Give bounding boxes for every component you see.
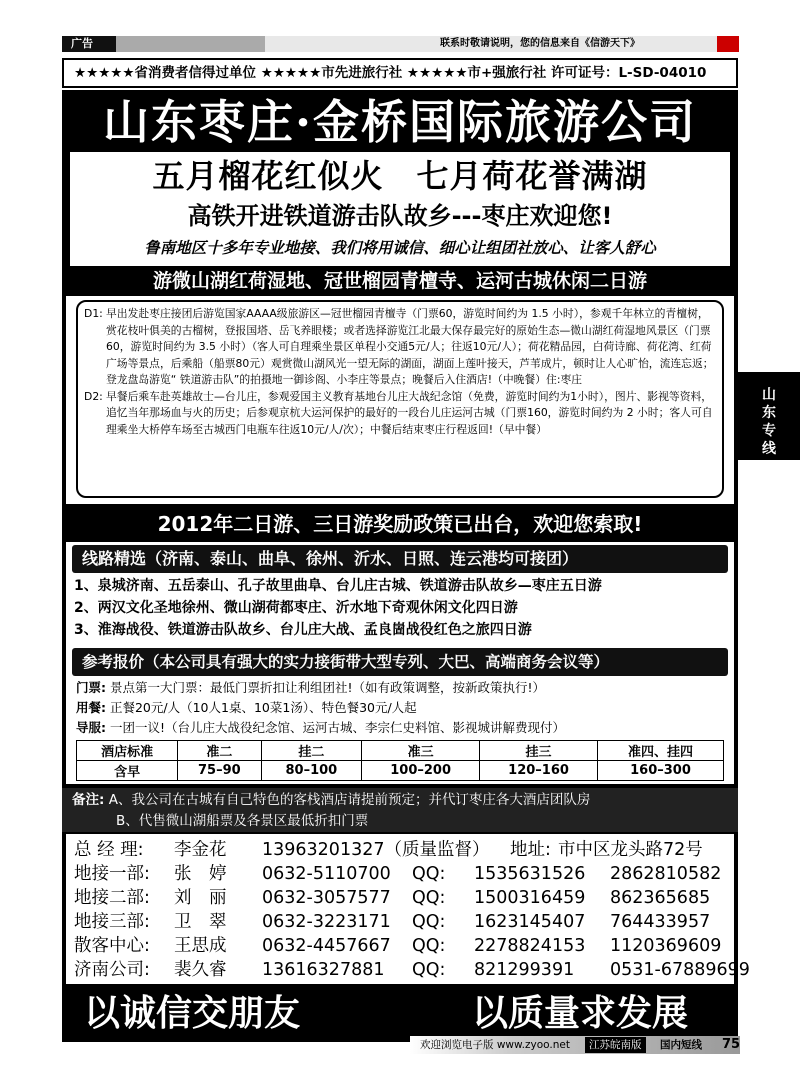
- note-label: 备注:: [72, 792, 105, 808]
- day-text: 早出发赴枣庄接团后游览国家AAAA级旅游区—冠世榴园青檀寺（门票60，游览时间约为 1.5 小时），参观千年林立的青檀树，赏花枝叶俱美的古榴树，登报国塔、岳飞养眼楼；或者选择游览江北最大保存最完好的原始生态—微山湖红荷湿地风景区（门票 60，游览时间约为 3.5 小时）（客人可自理乘坐景区单程小交通5元/人；往返10元/人）；荷花精品园，白荷诗廊、荷花湾、红荷广场等景点，后乘船（船票80元）观赏微山湖风光一望无际的湖面，湖面上莲叶接天，芦苇成片，顿时让人心旷怡，流连忘返；登龙盘岛游览“ 铁道游击队”的拍摄地一御诊阁、小李庄等景点；晚餐后入住酒店!（中晚餐）住:枣庄: [106, 307, 714, 386]
- fee-guide: [76, 718, 565, 738]
- slogan-quality: 以质量求发展: [472, 992, 689, 1034]
- contact-phone: 13616327881: [262, 960, 385, 980]
- note-b: B、代售微山湖船票及各景区最低折扣门票: [116, 813, 369, 829]
- table-header-row: [77, 741, 724, 761]
- ad-label: 广告: [71, 37, 93, 50]
- table-cell: 75–90: [178, 761, 261, 781]
- tour-title: 游微山湖红荷湿地、冠世榴园青檀寺、运河古城休闲二日游: [152, 270, 647, 292]
- address: 市中区龙头路72号: [558, 840, 703, 860]
- route-item: 3、淮海战役、铁道游击队故乡、台儿庄大战、孟良崮战役红色之旅四日游: [74, 622, 532, 638]
- contact-row: [74, 862, 730, 886]
- footer-section: 国内短线: [660, 1039, 702, 1051]
- source-notice: 联系时敬请说明，您的信息来自《信游天下》: [440, 38, 640, 49]
- contact-row: [74, 934, 730, 958]
- contact-role: 散客中心:: [74, 936, 150, 956]
- table-row: [77, 761, 724, 781]
- policy-banner: 2012年二日游、三日游奖励政策已出台，欢迎您索取!: [157, 512, 643, 536]
- fee-tickets: [76, 678, 545, 698]
- contact-name: 王思成: [174, 936, 227, 956]
- note-a-text: A、我公司在古城有自己特色的客栈酒店请提前预定；并代订枣庄各大酒店团队房: [108, 792, 591, 808]
- route-item: 2、两汉文化圣地徐州、微山湖荷都枣庄、沂水地下奇观休闲文化四日游: [74, 600, 518, 616]
- table-header-cell: 准四、挂四: [598, 741, 724, 761]
- table-header-cell: 准二: [178, 741, 261, 761]
- address-label: 地址:: [510, 840, 551, 860]
- contact-phone: 0632-4457667: [262, 936, 391, 956]
- credentials-line: ★★★★★省消费者信得过单位 ★★★★★市先进旅行社 ★★★★★市+强旅行社 许可证号：L-SD-04010: [62, 58, 738, 88]
- slogan-service: 鲁南地区十多年专业地接、我们将用诚信、细心让组团社放心、让客人舒心: [144, 239, 656, 257]
- qq-number: 764433957: [610, 912, 711, 932]
- contact-role: 地接一部:: [74, 864, 150, 884]
- fee-text: 景点第一大门票：最低门票折扣让利组团社!（如有政策调整，按新政策执行!）: [109, 680, 546, 695]
- table-header-cell: 挂三: [480, 741, 598, 761]
- qq-label: QQ:: [412, 960, 446, 980]
- table-cell: 含早: [77, 761, 178, 781]
- fee-label: 导服:: [76, 720, 106, 735]
- qq-number: 1623145407: [474, 912, 586, 932]
- table-cell: 120–160: [480, 761, 598, 781]
- contact-name: 刘 丽: [174, 888, 227, 908]
- contact-role: 济南公司:: [74, 960, 150, 980]
- itinerary-day-1: [84, 306, 714, 389]
- fee-text: 一团一议!（台儿庄大战役纪念馆、运河古城、李宗仁史料馆、影视城讲解费现付）: [109, 720, 565, 735]
- slogan-flowers: 五月榴花红似火 七月荷花誉满湖: [152, 157, 648, 195]
- day-text: 早餐后乘车赴英雄故士—台儿庄，参观爱国主义教育基地台儿庄大战纪念馆（免费，游览时间约为1小时），图片、影视等资料，追忆当年那场血与火的历史；后参观京杭大运河保护的最好的一段台儿庄运河古城（门票160，游览时间约为 2 小时；客人可自理乘坐大桥停车场至古城西门电瓶车往返10元/人/次）；中餐后结束枣庄行程返回!（早中餐）: [106, 389, 713, 436]
- contact-phone: 0632-5110700: [262, 864, 391, 884]
- hotel-price-table: [76, 740, 724, 781]
- table-cell: 80–100: [261, 761, 362, 781]
- contact-manager: [74, 838, 730, 862]
- contact-row: [74, 886, 730, 910]
- table-cell: 160–300: [598, 761, 724, 781]
- contact-name: 裴久睿: [174, 960, 227, 980]
- contact-row: [74, 910, 730, 934]
- contact-phone: 13963201327（质量监督）: [262, 840, 490, 860]
- bottom-slogan: [62, 984, 738, 1042]
- qq-label: QQ:: [412, 912, 446, 932]
- day-label: D1:: [84, 307, 103, 320]
- qq-number: 0531-67889699: [610, 960, 750, 980]
- slogan-honesty: 以诚信交朋友: [84, 992, 301, 1034]
- contact-name: 张 婷: [174, 864, 227, 884]
- side-tab-char: 山: [762, 387, 776, 403]
- side-tab-char: 线: [762, 441, 776, 457]
- section-side-tab: [738, 372, 800, 460]
- day-label: D2:: [84, 389, 103, 403]
- table-cell: 100–200: [362, 761, 480, 781]
- qq-number: 821299391: [474, 960, 575, 980]
- routes-heading: 线路精选（济南、泰山、曲阜、徐州、沂水、日照、连云港均可接团）: [72, 545, 728, 573]
- qq-label: QQ:: [412, 864, 446, 884]
- company-name: 山东枣庄·金桥国际旅游公司: [102, 95, 697, 149]
- qq-number: 1500316459: [474, 888, 586, 908]
- contact-phone: 0632-3223171: [262, 912, 391, 932]
- notes-block: [62, 788, 738, 832]
- side-tab-char: 东: [762, 405, 776, 421]
- itinerary-day-2: [84, 389, 714, 439]
- qq-number: 2862810582: [610, 864, 722, 884]
- qq-number: 2278824153: [474, 936, 586, 956]
- qq-label: QQ:: [412, 888, 446, 908]
- fee-label: 用餐:: [76, 700, 106, 715]
- contact-name: 李金花: [174, 840, 227, 860]
- side-tab-char: 专: [762, 423, 776, 439]
- fee-text: 正餐20元/人（10人1桌、10菜1汤）、特色餐30元/人起: [109, 700, 417, 715]
- publication-logo: [717, 36, 739, 52]
- qq-number: 1120369609: [610, 936, 722, 956]
- contact-row: [74, 958, 750, 982]
- qq-label: QQ:: [412, 936, 446, 956]
- table-header-cell: 酒店标准: [77, 741, 178, 761]
- qq-number: 862365685: [610, 888, 711, 908]
- table-header-cell: 挂二: [261, 741, 362, 761]
- contact-role: 总 经 理:: [74, 840, 144, 860]
- footer-edition: 江苏皖南版: [585, 1037, 646, 1053]
- table-header-cell: 准三: [362, 741, 480, 761]
- page-number: 75: [722, 1037, 741, 1052]
- contact-phone: 0632-3057577: [262, 888, 391, 908]
- qq-number: 1535631526: [474, 864, 586, 884]
- fee-meals: [76, 698, 417, 718]
- slogan-welcome: 高铁开进铁道游击队故乡---枣庄欢迎您!: [187, 202, 613, 230]
- note-a: [72, 790, 738, 811]
- itinerary-box: [76, 300, 724, 498]
- footer-website: 欢迎浏览电子版 www.zyoo.net: [420, 1039, 570, 1051]
- route-item: 1、泉城济南、五岳泰山、孔子故里曲阜、台儿庄古城、铁道游击队故乡—枣庄五日游: [74, 578, 602, 594]
- contact-role: 地接二部:: [74, 888, 150, 908]
- prices-heading: 参考报价（本公司具有强大的实力接街带大型专列、大巴、高端商务会议等）: [72, 648, 728, 676]
- contact-name: 卫 翠: [174, 912, 227, 932]
- fee-label: 门票:: [76, 680, 106, 695]
- contact-role: 地接三部:: [74, 912, 150, 932]
